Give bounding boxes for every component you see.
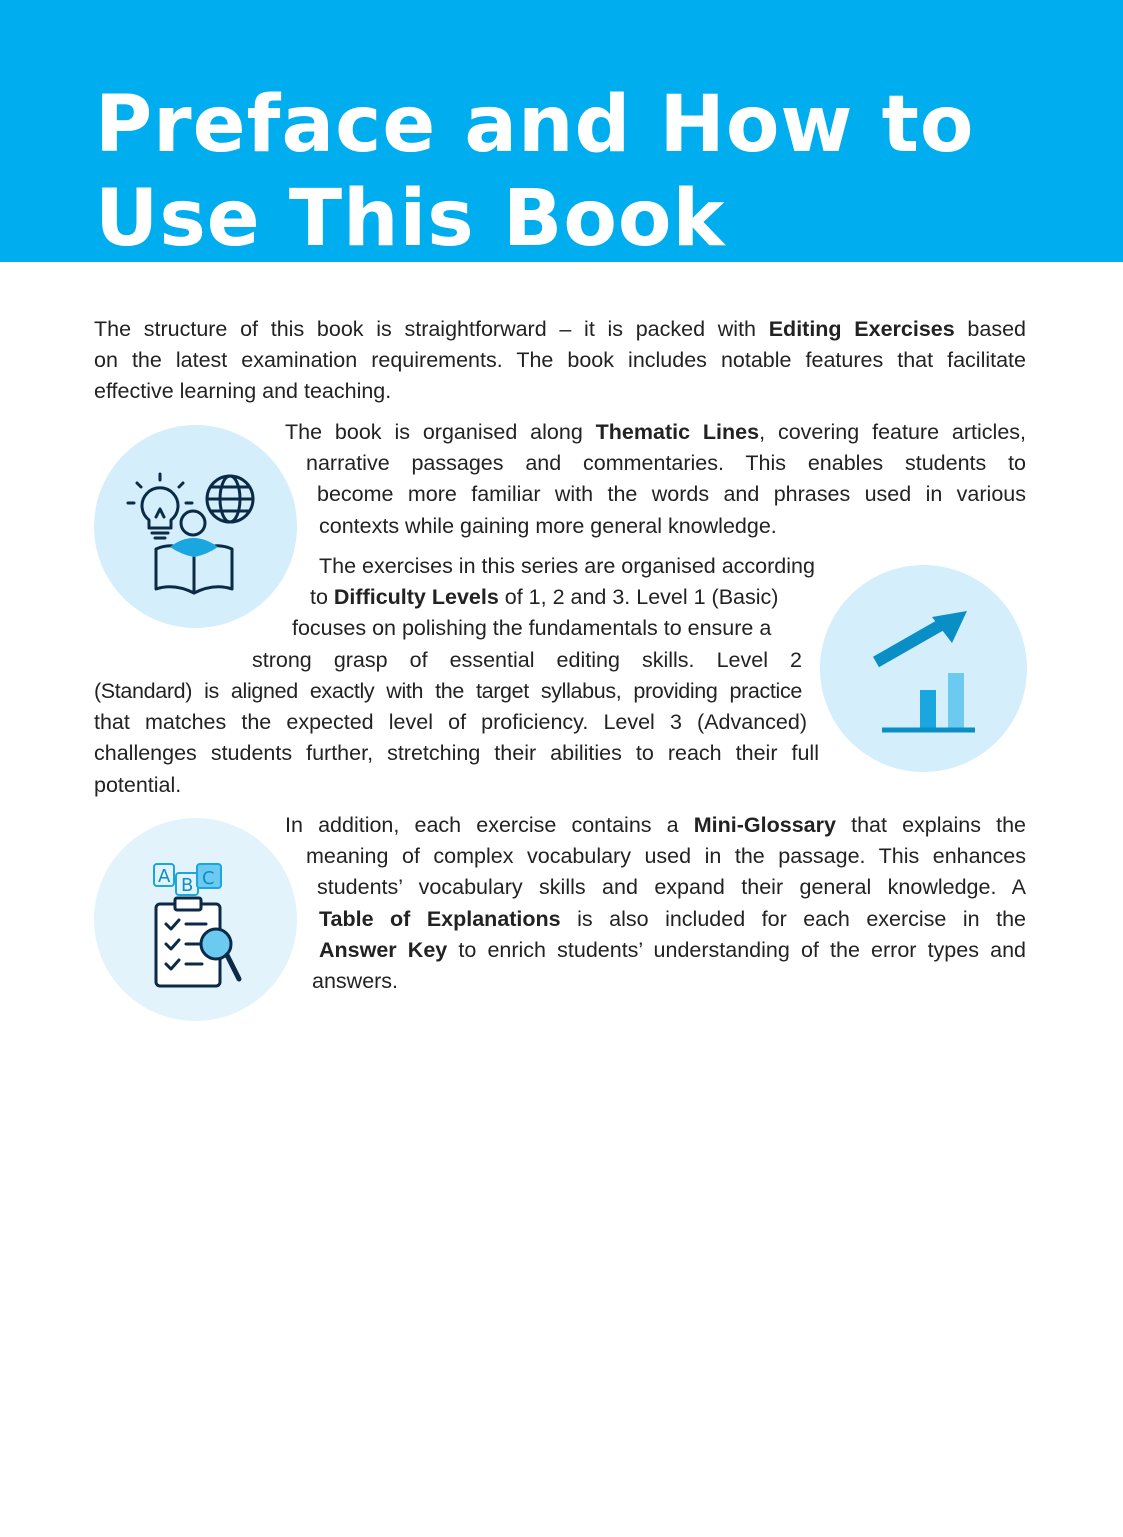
page-title	[95, 78, 975, 266]
answer-key-term: Answer Key	[319, 938, 448, 962]
svg-text:C: C	[202, 868, 215, 889]
intro-line-1	[94, 314, 1026, 345]
glossary-line-5	[319, 935, 1026, 966]
difficulty-line-3: focuses on polishing the fundamentals to ensure a	[292, 616, 772, 640]
difficulty-text: to	[310, 585, 334, 609]
reader-globe-icon	[94, 425, 297, 628]
abc-checklist-icon	[94, 818, 297, 1021]
difficulty-line-7: challenges students further, stretching their abilities to reach their full	[94, 741, 819, 765]
difficulty-text: of 1, 2 and 3. Level 1 (Basic)	[498, 585, 779, 609]
thematic-line-1	[285, 417, 1026, 448]
glossary-text: to enrich students’ understanding of the error types and	[447, 938, 1026, 962]
thematic-line-2: narrative passages and commentaries. This enables students to	[306, 451, 1026, 475]
difficulty-line-8: potential.	[94, 773, 182, 797]
intro-text: based	[954, 317, 1026, 341]
thematic-lines-term: Thematic Lines	[595, 420, 760, 444]
glossary-line-4	[319, 904, 1026, 935]
title-line-2: Use This Book	[95, 174, 726, 264]
editing-exercises-term: Editing Exercises	[768, 317, 955, 341]
difficulty-line-1: The exercises in this series are organised according	[319, 554, 815, 578]
growth-chart-icon	[820, 565, 1027, 772]
glossary-text: is also included for each exercise in the	[560, 907, 1026, 931]
glossary-text: that explains the	[835, 813, 1026, 837]
difficulty-line-6: that matches the expected level of proficiency. Level 3 (Advanced)	[94, 710, 807, 734]
reader-icon-circle	[94, 425, 297, 628]
glossary-line-2: meaning of complex vocabulary used in the passage. This enhances	[306, 844, 1026, 868]
growth-icon-circle	[820, 565, 1027, 772]
svg-text:B: B	[181, 875, 194, 896]
difficulty-line-5: (Standard) is aligned exactly with the target syllabus, providing practice	[94, 679, 802, 703]
thematic-line-3: become more familiar with the words and phrases used in various	[317, 482, 1026, 506]
title-line-1: Preface and How to	[95, 80, 975, 170]
intro-text: The structure of this book is straightforward – it is packed with	[94, 317, 769, 341]
difficulty-line-4: strong grasp of essential editing skills. Level 2	[252, 648, 802, 672]
mini-glossary-term: Mini-Glossary	[693, 813, 836, 837]
table-of-explanations-term: Table of Explanations	[319, 907, 561, 931]
thematic-text: The book is organised along	[285, 420, 596, 444]
thematic-line-4: contexts while gaining more general knowledge.	[319, 514, 777, 538]
intro-line-2: on the latest examination requirements. The book includes notable features that facilitate	[94, 348, 1026, 373]
glossary-text: In addition, each exercise contains a	[285, 813, 694, 837]
glossary-line-1	[285, 810, 1026, 841]
intro-paragraph	[94, 314, 1026, 408]
checklist-icon-circle	[94, 818, 297, 1021]
difficulty-levels-term: Difficulty Levels	[333, 585, 499, 609]
intro-line-3: effective learning and teaching.	[94, 379, 392, 404]
svg-text:A: A	[158, 866, 171, 887]
difficulty-line-2	[310, 582, 819, 613]
glossary-line-6: answers.	[312, 969, 399, 993]
glossary-line-3: students’ vocabulary skills and expand their general knowledge. A	[317, 875, 1026, 899]
title-banner	[0, 0, 1123, 262]
thematic-text: , covering feature articles,	[759, 420, 1026, 444]
